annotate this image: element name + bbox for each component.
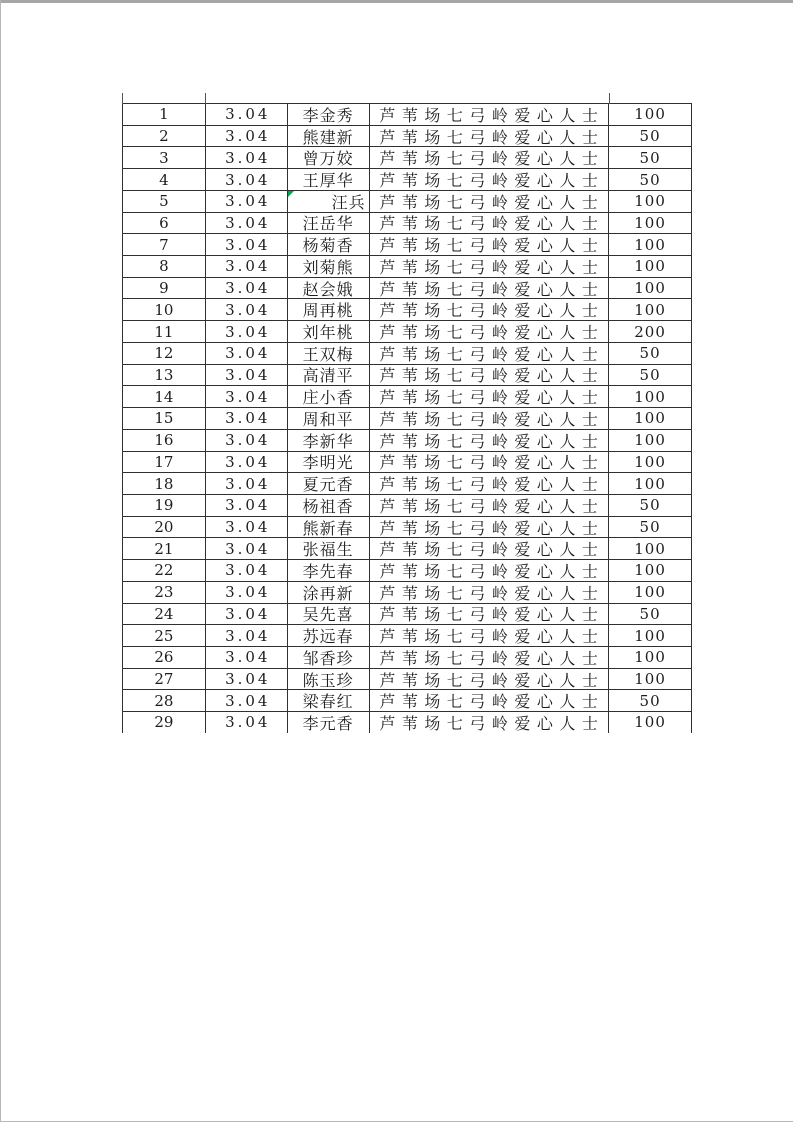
donor-name-cell: 夏元香	[288, 473, 370, 494]
table-row	[123, 234, 692, 256]
row-number-cell: 5	[123, 191, 206, 212]
donor-name-cell: 周和平	[288, 408, 370, 429]
date-cell: 3.04	[206, 147, 288, 168]
amount-cell: 100	[609, 452, 692, 473]
donor-group-cell: 芦苇场七弓岭爱心人士	[370, 343, 610, 364]
amount-cell: 50	[609, 126, 692, 147]
donor-name-cell: 熊新春	[288, 517, 370, 538]
donor-group-cell: 芦苇场七弓岭爱心人士	[370, 321, 610, 342]
amount-cell: 100	[609, 647, 692, 668]
table-row	[123, 690, 692, 712]
donor-group-cell: 芦苇场七弓岭爱心人士	[370, 690, 610, 711]
donor-group-cell: 芦苇场七弓岭爱心人士	[370, 560, 610, 581]
donor-name-cell: 吴先喜	[288, 604, 370, 625]
table-row	[123, 169, 692, 191]
amount-cell: 200	[609, 321, 692, 342]
donor-group-cell: 芦苇场七弓岭爱心人士	[370, 191, 610, 212]
date-cell: 3.04	[206, 538, 288, 559]
table-row	[123, 408, 692, 430]
row-number-cell: 6	[123, 213, 206, 234]
date-cell: 3.04	[206, 234, 288, 255]
row-number-cell: 11	[123, 321, 206, 342]
amount-cell: 50	[609, 365, 692, 386]
amount-cell: 50	[609, 517, 692, 538]
row-number-cell: 19	[123, 495, 206, 516]
row-number-cell: 9	[123, 278, 206, 299]
amount-cell: 100	[609, 560, 692, 581]
donor-group-cell: 芦苇场七弓岭爱心人士	[370, 712, 610, 733]
date-cell: 3.04	[206, 647, 288, 668]
donor-group-cell: 芦苇场七弓岭爱心人士	[370, 169, 610, 190]
table-row	[123, 386, 692, 408]
table-row	[123, 191, 692, 213]
amount-cell: 100	[609, 712, 692, 733]
row-number-cell: 29	[123, 712, 206, 733]
donor-group-cell: 芦苇场七弓岭爱心人士	[370, 126, 610, 147]
date-cell: 3.04	[206, 256, 288, 277]
donor-group-cell: 芦苇场七弓岭爱心人士	[370, 278, 610, 299]
row-number-cell: 8	[123, 256, 206, 277]
donor-group-cell: 芦苇场七弓岭爱心人士	[370, 517, 610, 538]
date-cell: 3.04	[206, 299, 288, 320]
date-cell: 3.04	[206, 386, 288, 407]
row-number-cell: 12	[123, 343, 206, 364]
amount-cell: 100	[609, 625, 692, 646]
donor-name-cell: 李新华	[288, 430, 370, 451]
amount-cell: 50	[609, 343, 692, 364]
date-cell: 3.04	[206, 104, 288, 125]
date-cell: 3.04	[206, 669, 288, 690]
donor-name-cell: 汪岳华	[288, 213, 370, 234]
donor-name-cell: 高清平	[288, 365, 370, 386]
table-row	[123, 299, 692, 321]
amount-cell: 100	[609, 213, 692, 234]
amount-cell: 50	[609, 495, 692, 516]
donor-name-cell: 李金秀	[288, 104, 370, 125]
donor-group-cell: 芦苇场七弓岭爱心人士	[370, 104, 610, 125]
donor-name-cell: 王厚华	[288, 169, 370, 190]
table-row	[123, 256, 692, 278]
table-row	[123, 278, 692, 300]
amount-cell: 100	[609, 538, 692, 559]
donor-group-cell: 芦苇场七弓岭爱心人士	[370, 147, 610, 168]
amount-cell: 50	[609, 169, 692, 190]
date-cell: 3.04	[206, 625, 288, 646]
table-row	[123, 495, 692, 517]
amount-cell: 50	[609, 147, 692, 168]
amount-cell: 100	[609, 669, 692, 690]
amount-cell: 100	[609, 191, 692, 212]
donor-name-cell: 周再桃	[288, 299, 370, 320]
amount-cell: 100	[609, 299, 692, 320]
row-number-cell: 1	[123, 104, 206, 125]
amount-cell: 100	[609, 408, 692, 429]
donor-name-cell: 杨祖香	[288, 495, 370, 516]
amount-cell: 50	[609, 604, 692, 625]
donor-group-cell: 芦苇场七弓岭爱心人士	[370, 365, 610, 386]
row-number-cell: 7	[123, 234, 206, 255]
donor-group-cell: 芦苇场七弓岭爱心人士	[370, 299, 610, 320]
donor-name-cell: 陈玉珍	[288, 669, 370, 690]
table-row	[123, 104, 692, 126]
row-number-cell: 22	[123, 560, 206, 581]
donor-group-cell: 芦苇场七弓岭爱心人士	[370, 256, 610, 277]
table-row	[123, 712, 692, 733]
table-row	[123, 473, 692, 495]
donor-name-cell: 张福生	[288, 538, 370, 559]
date-cell: 3.04	[206, 365, 288, 386]
table-row	[123, 538, 692, 560]
donor-name-cell: 曾万姣	[288, 147, 370, 168]
donor-name-cell: 李先春	[288, 560, 370, 581]
date-cell: 3.04	[206, 495, 288, 516]
amount-cell: 100	[609, 473, 692, 494]
date-cell: 3.04	[206, 430, 288, 451]
page-break-border-remnant	[609, 93, 610, 104]
row-number-cell: 20	[123, 517, 206, 538]
donor-group-cell: 芦苇场七弓岭爱心人士	[370, 604, 610, 625]
row-number-cell: 21	[123, 538, 206, 559]
donor-group-cell: 芦苇场七弓岭爱心人士	[370, 495, 610, 516]
row-number-cell: 3	[123, 147, 206, 168]
donor-name-cell: 熊建新	[288, 126, 370, 147]
date-cell: 3.04	[206, 321, 288, 342]
table-row	[123, 430, 692, 452]
table-row	[123, 669, 692, 691]
donor-name-cell: 梁春红	[288, 690, 370, 711]
row-number-cell: 24	[123, 604, 206, 625]
page-break-border-remnant	[205, 93, 206, 104]
table-row	[123, 582, 692, 604]
row-number-cell: 26	[123, 647, 206, 668]
donor-group-cell: 芦苇场七弓岭爱心人士	[370, 408, 610, 429]
date-cell: 3.04	[206, 213, 288, 234]
donor-group-cell: 芦苇场七弓岭爱心人士	[370, 213, 610, 234]
date-cell: 3.04	[206, 169, 288, 190]
amount-cell: 100	[609, 278, 692, 299]
donor-name-cell: 庄小香	[288, 386, 370, 407]
donor-name-cell: 李元香	[288, 712, 370, 733]
date-cell: 3.04	[206, 343, 288, 364]
row-number-cell: 28	[123, 690, 206, 711]
table-row	[123, 625, 692, 647]
row-number-cell: 16	[123, 430, 206, 451]
donor-group-cell: 芦苇场七弓岭爱心人士	[370, 669, 610, 690]
table-row	[123, 126, 692, 148]
donor-name-cell: 苏远春	[288, 625, 370, 646]
donor-group-cell: 芦苇场七弓岭爱心人士	[370, 430, 610, 451]
donor-name-cell: 刘菊熊	[288, 256, 370, 277]
date-cell: 3.04	[206, 408, 288, 429]
row-number-cell: 18	[123, 473, 206, 494]
row-number-cell: 25	[123, 625, 206, 646]
page-left-edge	[0, 0, 1, 1122]
page-top-edge	[0, 0, 793, 3]
table-row	[123, 365, 692, 387]
donor-name-cell: 邹香珍	[288, 647, 370, 668]
table-row	[123, 452, 692, 474]
donor-group-cell: 芦苇场七弓岭爱心人士	[370, 582, 610, 603]
donor-name-cell: 杨菊香	[288, 234, 370, 255]
date-cell: 3.04	[206, 560, 288, 581]
donor-name-cell: 赵会娥	[288, 278, 370, 299]
donor-name-cell: 汪兵	[288, 191, 370, 212]
date-cell: 3.04	[206, 191, 288, 212]
donor-name-cell: 李明光	[288, 452, 370, 473]
donor-group-cell: 芦苇场七弓岭爱心人士	[370, 625, 610, 646]
green-corner-flag-icon	[288, 191, 294, 197]
table-row	[123, 560, 692, 582]
date-cell: 3.04	[206, 712, 288, 733]
donor-name-cell: 刘年桃	[288, 321, 370, 342]
date-cell: 3.04	[206, 278, 288, 299]
row-number-cell: 13	[123, 365, 206, 386]
table-row	[123, 517, 692, 539]
row-number-cell: 2	[123, 126, 206, 147]
amount-cell: 100	[609, 256, 692, 277]
date-cell: 3.04	[206, 452, 288, 473]
date-cell: 3.04	[206, 126, 288, 147]
row-number-cell: 23	[123, 582, 206, 603]
row-number-cell: 10	[123, 299, 206, 320]
amount-cell: 100	[609, 234, 692, 255]
date-cell: 3.04	[206, 517, 288, 538]
date-cell: 3.04	[206, 604, 288, 625]
donor-group-cell: 芦苇场七弓岭爱心人士	[370, 234, 610, 255]
date-cell: 3.04	[206, 690, 288, 711]
donor-group-cell: 芦苇场七弓岭爱心人士	[370, 647, 610, 668]
table-row	[123, 343, 692, 365]
date-cell: 3.04	[206, 473, 288, 494]
date-cell: 3.04	[206, 582, 288, 603]
table-row	[123, 321, 692, 343]
amount-cell: 100	[609, 430, 692, 451]
donor-group-cell: 芦苇场七弓岭爱心人士	[370, 452, 610, 473]
amount-cell: 100	[609, 104, 692, 125]
row-number-cell: 4	[123, 169, 206, 190]
table-row	[123, 604, 692, 626]
donor-name-cell: 王双梅	[288, 343, 370, 364]
donation-table	[122, 103, 692, 733]
donor-group-cell: 芦苇场七弓岭爱心人士	[370, 386, 610, 407]
donor-group-cell: 芦苇场七弓岭爱心人士	[370, 538, 610, 559]
donor-name-cell: 涂再新	[288, 582, 370, 603]
amount-cell: 50	[609, 690, 692, 711]
page-break-border-remnant	[122, 93, 123, 104]
row-number-cell: 17	[123, 452, 206, 473]
donor-group-cell: 芦苇场七弓岭爱心人士	[370, 473, 610, 494]
row-number-cell: 15	[123, 408, 206, 429]
amount-cell: 100	[609, 582, 692, 603]
amount-cell: 100	[609, 386, 692, 407]
row-number-cell: 27	[123, 669, 206, 690]
table-row	[123, 213, 692, 235]
row-number-cell: 14	[123, 386, 206, 407]
table-row	[123, 147, 692, 169]
table-row	[123, 647, 692, 669]
